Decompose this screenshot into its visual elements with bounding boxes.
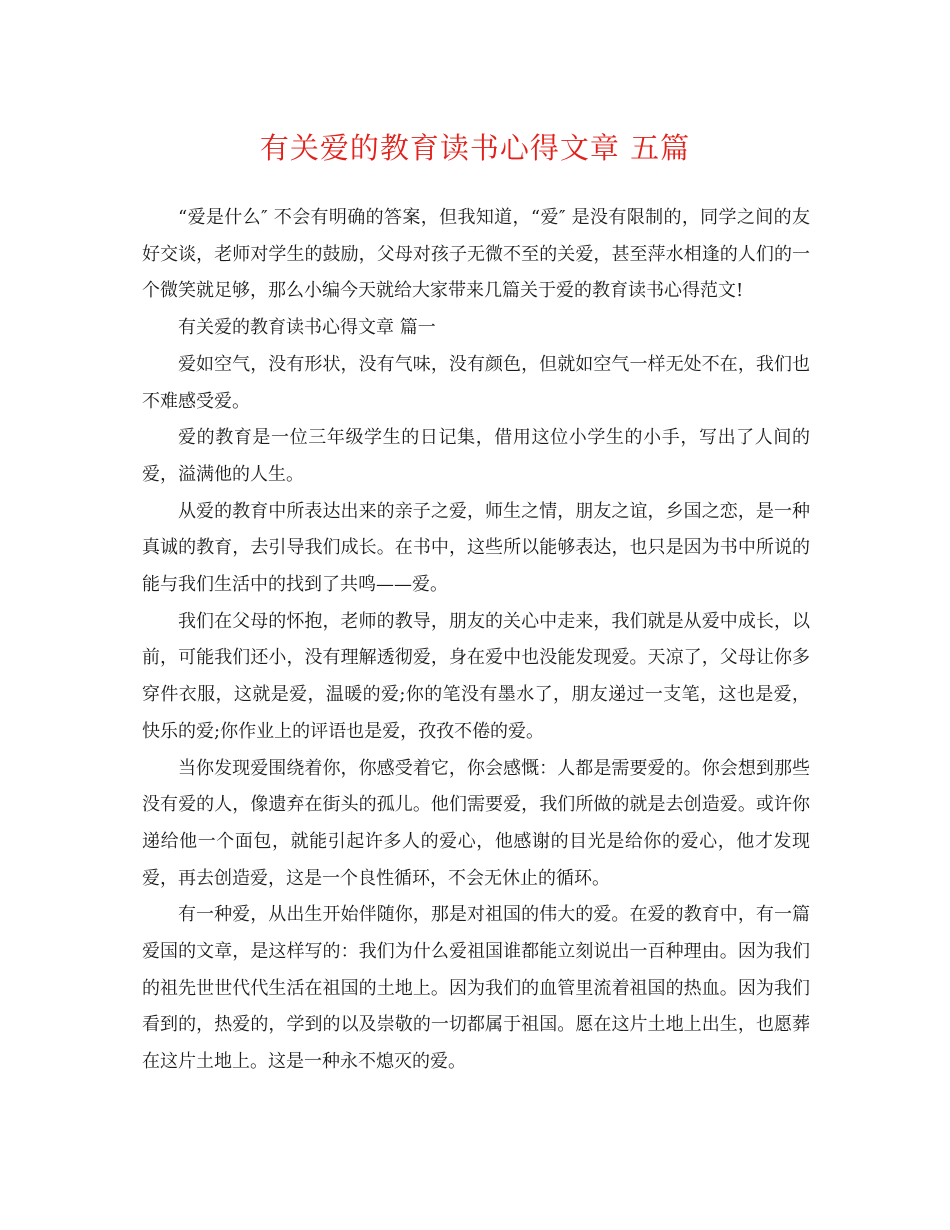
body-paragraph: 爱的教育是一位三年级学生的日记集，借用这位小学生的小手，写出了人间的爱，溢满他的人生。: [142, 427, 810, 485]
document-body: [142, 200, 810, 1081]
body-paragraph: 爱如空气，没有形状，没有气味，没有颜色，但就如空气一样无处不在，我们也不难感受爱。: [142, 353, 810, 412]
document-title: 有关爱的教育读书心得文章 五篇: [259, 131, 691, 165]
body-paragraph: 我们在父母的怀抱，老师的教导，朋友的关心中走来，我们就是从爱中成长，以前，可能我们还小，没有理解透彻爱，身在爱中也没能发现爱。天凉了，父母让你多穿件衣服，这就是爱，温暖的爱;你的笔没有墨水了，朋友递过一支笔，这也是爱，快乐的爱;你作业上的评语也是爱，孜孜不倦的爱。: [142, 610, 810, 742]
intro-paragraph: “爱是什么″ 不会有明确的答案，但我知道，“爱″ 是没有限制的，同学之间的友好交谈，老师对学生的鼓励，父母对孩子无微不至的关爱，甚至萍水相逢的人们的一个微笑就足够，那么小编今天就给大家带来几篇关于爱的教育读书心得范文!: [142, 207, 810, 302]
body-paragraph: 从爱的教育中所表达出来的亲子之爱，师生之情，朋友之谊，乡国之恋，是一种真诚的教育，去引导我们成长。在书中，这些所以能够表达，也只是因为书中所说的能与我们生活中的找到了共鸣——爱。: [142, 500, 810, 596]
body-paragraph: 当你发现爱围绕着你，你感受着它，你会感慨：人都是需要爱的。你会想到那些没有爱的人，像遗弃在街头的孤儿。他们需要爱，我们所做的就是去创造爱。或许你递给他一个面包，就能引起许多人的爱心，他感谢的目光是给你的爱心，他才发现爱，再去创造爱，这是一个良性循环，不会无休止的循环。: [142, 757, 810, 889]
section-heading: 有关爱的教育读书心得文章 篇一: [178, 317, 436, 339]
body-paragraph: 有一种爱，从出生开始伴随你，那是对祖国的伟大的爱。在爱的教育中，有一篇爱国的文章，是这样写的：我们为什么爱祖国谁都能立刻说出一百种理由。因为我们的祖先世世代代生活在祖国的土地上。因为我们的血管里流着祖国的热血。因为我们看到的，热爱的，学到的以及崇敬的一切都属于祖国。愿在这片土地上出生，也愿葬在这片土地上。这是一种永不熄灭的爱。: [142, 904, 810, 1073]
